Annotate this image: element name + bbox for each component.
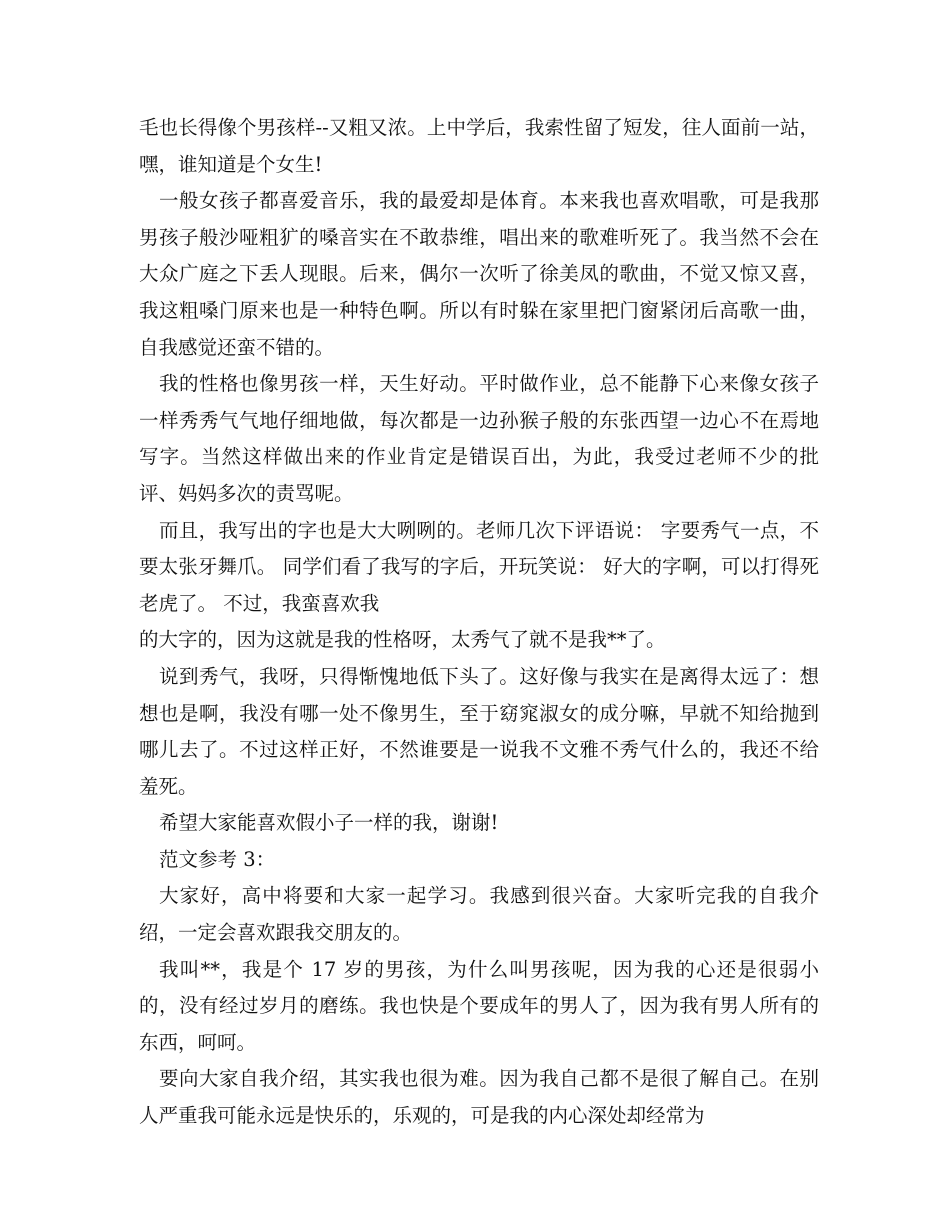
- paragraph-9: 大家好，高中将要和大家一起学习。我感到很兴奋。大家听完我的自我介绍，一定会喜欢跟我交朋友的。: [139, 884, 819, 945]
- paragraph-1: 毛也长得像个男孩样--又粗又浓。上中学后，我索性留了短发，往人面前一站，嘿，谁知道是个女生!: [139, 116, 819, 176]
- paragraph-11: 要向大家自我介绍，其实我也很为难。因为我自己都不是很了解自己。在别人严重我可能永远是快乐的，乐观的，可是我的内心深处却经常为: [139, 1067, 819, 1128]
- paragraph-2: 一般女孩子都喜爱音乐，我的最爱却是体育。本来我也喜欢唱歌，可是我那男孩子般沙哑粗犷的嗓音实在不敢恭维，唱出来的歌难听死了。我当然不会在大众广庭之下丢人现眼。后来，偶尔一次听了徐美凤的歌曲，不觉又惊又喜，我这粗嗓门原来也是一种特色啊。所以有时躲在家里把门窗紧闭后高歌一曲，自我感觉还蛮不错的。: [139, 189, 819, 359]
- paragraph-3: 我的性格也像男孩一样，天生好动。平时做作业，总不能静下心来像女孩子一样秀秀气气地仔细地做，每次都是一边孙猴子般的东张西望一边心不在焉地写字。当然这样做出来的作业肯定是错误百出，为此，我受过老师不少的批评、妈妈多次的责骂呢。: [139, 372, 819, 505]
- document-page: [139, 110, 819, 1135]
- paragraph-6: 说到秀气，我呀，只得惭愧地低下头了。这好像与我实在是离得太远了：想想也是啊，我没有哪一处不像男生，至于窈窕淑女的成分嘛，早就不知给抛到哪儿去了。不过这样正好，不然谁要是一说我不文雅不秀气什么的，我还不给羞死。: [139, 664, 819, 798]
- section-heading: 范文参考 3：: [159, 847, 276, 871]
- paragraph-5: 的大字的，因为这就是我的性格呀，太秀气了就不是我**了。: [139, 628, 666, 652]
- paragraph-4: 而且，我写出的字也是大大咧咧的。老师几次下评语说： 字要秀气一点，不要太张牙舞爪。 同学们看了我写的字后，开玩笑说： 好大的字啊，可以打得死老虎了。 不过，我蛮喜欢我: [139, 518, 819, 615]
- paragraph-10: 我叫**，我是个 17 岁的男孩，为什么叫男孩呢，因为我的心还是很弱小的，没有经过岁月的磨练。我也快是个要成年的男人了，因为我有男人所有的东西，呵呵。: [139, 957, 819, 1054]
- paragraph-7: 希望大家能喜欢假小子一样的我，谢谢!: [159, 811, 499, 835]
